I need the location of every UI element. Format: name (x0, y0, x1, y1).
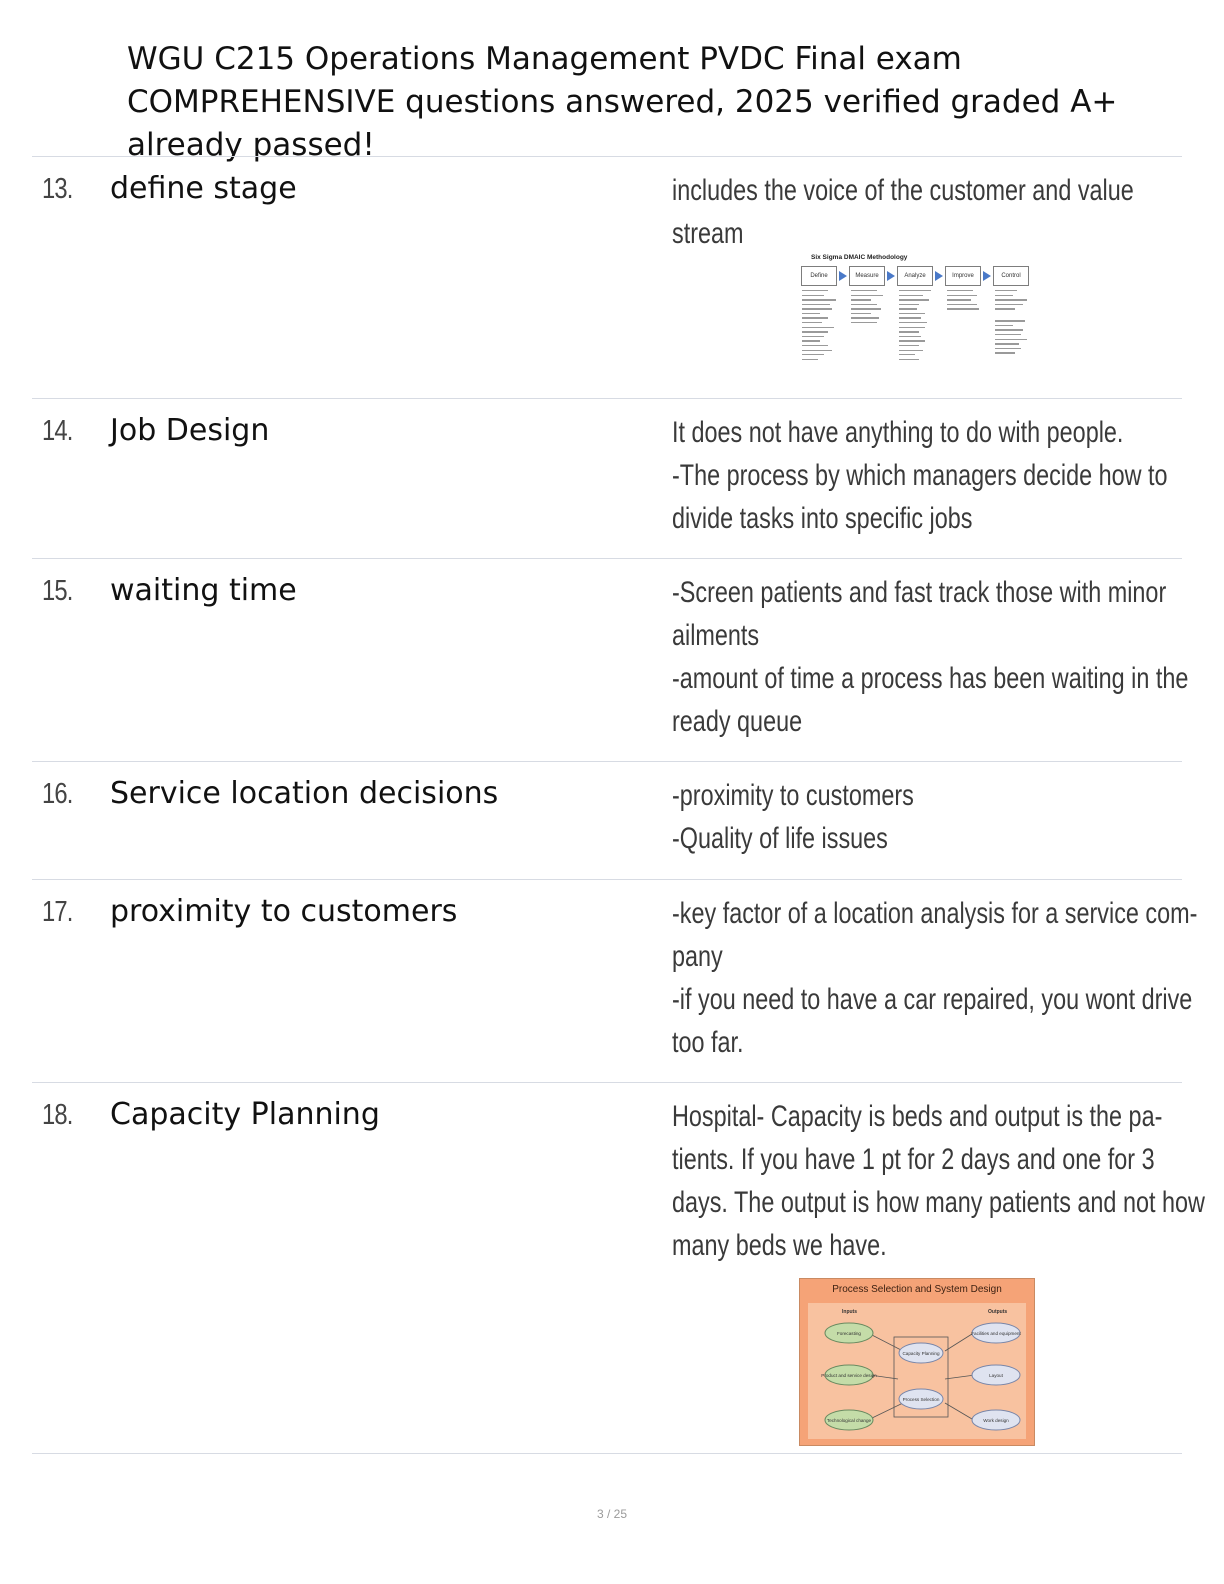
dmaic-detail-list (947, 290, 991, 313)
definition-line: includes the voice of the customer and value (672, 174, 1134, 207)
definition-line: Hospital- Capacity is beds and output is the pa- (672, 1100, 1163, 1133)
card-definition (672, 1095, 1205, 1267)
flashcard (32, 1082, 1205, 1454)
arrow-right-icon (935, 271, 943, 281)
flashcard (32, 558, 1189, 761)
flashcard (32, 398, 1182, 558)
output-label: Work design (983, 1418, 1009, 1423)
definition-line: many beds we have. (672, 1229, 887, 1262)
card-number: 14. (42, 415, 73, 447)
arrow-right-icon (983, 271, 991, 281)
diagram-title: Process Selection and System Design (832, 1284, 1002, 1295)
flashcard (32, 879, 1198, 1082)
definition-line: -if you need to have a car repaired, you wont drive (672, 983, 1193, 1016)
dmaic-detail-list (851, 290, 895, 327)
inputs-label: Inputs (842, 1309, 857, 1315)
flashcard (32, 156, 1182, 398)
center-label: Capacity Planning (902, 1351, 940, 1356)
card-definition (672, 774, 1171, 860)
card-term: proximity to customers (110, 894, 458, 929)
input-label: Technological change (826, 1418, 872, 1423)
card-definition (672, 571, 1189, 743)
card-term: Service location decisions (110, 776, 499, 811)
dmaic-diagram-image (799, 254, 1034, 376)
card-number: 18. (42, 1099, 73, 1131)
card-term: define stage (110, 171, 297, 206)
outputs-label: Outputs (988, 1309, 1008, 1315)
definition-line: stream (672, 217, 744, 250)
center-label: Process Selection (902, 1397, 940, 1402)
card-term: Job Design (110, 413, 270, 448)
definition-line: too far. (672, 1026, 744, 1059)
arrow-right-icon (887, 271, 895, 281)
card-number: 17. (42, 896, 73, 928)
input-label: Forecasting (836, 1331, 862, 1336)
card-definition (672, 892, 1198, 1064)
diagram-graphic (800, 1279, 1036, 1447)
dmaic-step: Improve (945, 266, 981, 286)
dmaic-step: Measure (849, 266, 885, 286)
definition-line: -Quality of life issues (672, 822, 888, 855)
dmaic-detail-list (995, 290, 1039, 357)
definition-line: days. The output is how many patients and not how (672, 1186, 1205, 1219)
flashcard (32, 761, 1182, 879)
process-selection-diagram-image (799, 1278, 1035, 1446)
arrow-right-icon (839, 271, 847, 281)
definition-line: -proximity to customers (672, 779, 914, 812)
card-term: waiting time (110, 573, 297, 608)
flashcard-list (32, 156, 1205, 1454)
card-definition (672, 411, 1171, 540)
definition-line: It does not have anything to do with people. (672, 416, 1124, 449)
card-definition (672, 169, 1171, 255)
document-title: WGU C215 Operations Management PVDC Final exam COMPREHENSIVE questions answered, 2025 verified graded A+ already passed! (127, 41, 1128, 163)
definition-line: divide tasks into specific jobs (672, 502, 973, 535)
output-label: Facilities and equipment (971, 1331, 1021, 1336)
dmaic-detail-list (802, 290, 846, 363)
dmaic-step: Control (993, 266, 1029, 286)
definition-line: ready queue (672, 705, 803, 738)
card-number: 13. (42, 173, 73, 205)
input-label: Product and service design (821, 1373, 877, 1378)
page-indicator: 3 / 25 (596, 1507, 628, 1521)
definition-line: ailments (672, 619, 760, 652)
card-number: 15. (42, 575, 73, 607)
definition-line: tients. If you have 1 pt for 2 days and one for 3 (672, 1143, 1155, 1176)
definition-line: -Screen patients and fast track those with minor (672, 576, 1167, 609)
card-term: Capacity Planning (110, 1097, 380, 1132)
definition-line: -key factor of a location analysis for a service com- (672, 897, 1198, 930)
dmaic-step: Analyze (897, 266, 933, 286)
definition-line: pany (672, 940, 723, 973)
dmaic-step: Define (801, 266, 837, 286)
output-label: Layout (989, 1373, 1003, 1378)
definition-line: -amount of time a process has been waiting in the (672, 662, 1189, 695)
dmaic-detail-list (899, 290, 943, 363)
definition-line: -The process by which managers decide how to (672, 459, 1168, 492)
card-number: 16. (42, 778, 73, 810)
diagram-title: Six Sigma DMAIC Methodology (811, 254, 908, 261)
